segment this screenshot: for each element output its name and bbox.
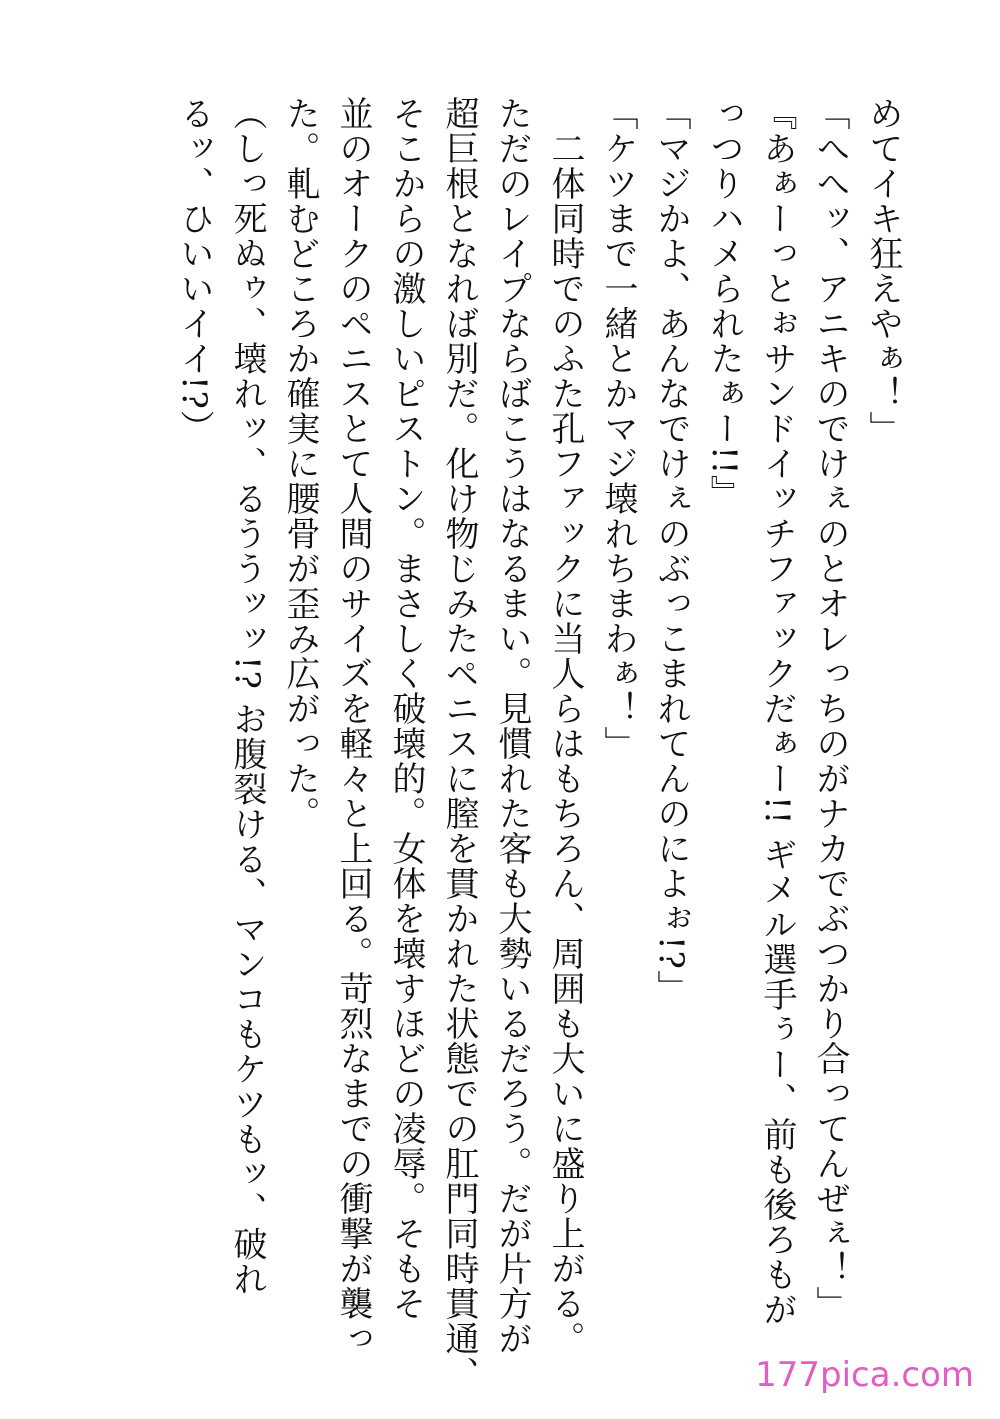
- text-line: っつりハメられたぁー!!』: [704, 96, 744, 511]
- text-line: （しっ死ぬゥ、壊れッ、るううッッ!? お腹裂ける、マンコもケツもッ、破れ: [227, 96, 267, 1297]
- text-line: そこからの激しいピストン。まさしく破壊的。女体を壊すほどの凌辱。そもそ: [386, 96, 426, 1321]
- text-line: た。軋むどころか確実に腰骨が歪み広がった。: [280, 96, 320, 831]
- text-line: 超巨根となれば別だ。化け物じみたペニスに膣を貫かれた状態での肛門同時貫通、: [439, 96, 479, 1391]
- text-line: 「へへッ、アニキのでけぇのとオレっちのがナカでぶつかり合ってんぜぇ！」: [810, 96, 850, 1321]
- text-line: 並のオークのペニスとて人間のサイズを軽々と上回る。苛烈なまでの衝撃が襲っ: [333, 96, 373, 1356]
- text-line: るッ、ひいいイイ!?）: [174, 96, 214, 445]
- text-line: 二体同時でのふた孔ファックに当人らはもちろん、周囲も大いに盛り上がる。: [545, 96, 585, 1356]
- text-line: ただのレイプならばこうはなるまい。見慣れた客も大勢いるだろう。だが片方が: [492, 96, 532, 1356]
- text-line: めてイキ狂えやぁ！」: [863, 96, 903, 446]
- text-line: 「マジかよ、あんなでけぇのぶっこまれてんのによぉ!?」: [651, 96, 691, 1005]
- text-line: 「ケツまで一緒とかマジ壊れちまわぁ！」: [598, 96, 638, 761]
- watermark: 177pica.com: [755, 1355, 974, 1395]
- text-line: 『あぁーっとぉサンドイッチファックだぁー!! ギメル選手ぅー、前も後ろもが: [757, 96, 797, 1328]
